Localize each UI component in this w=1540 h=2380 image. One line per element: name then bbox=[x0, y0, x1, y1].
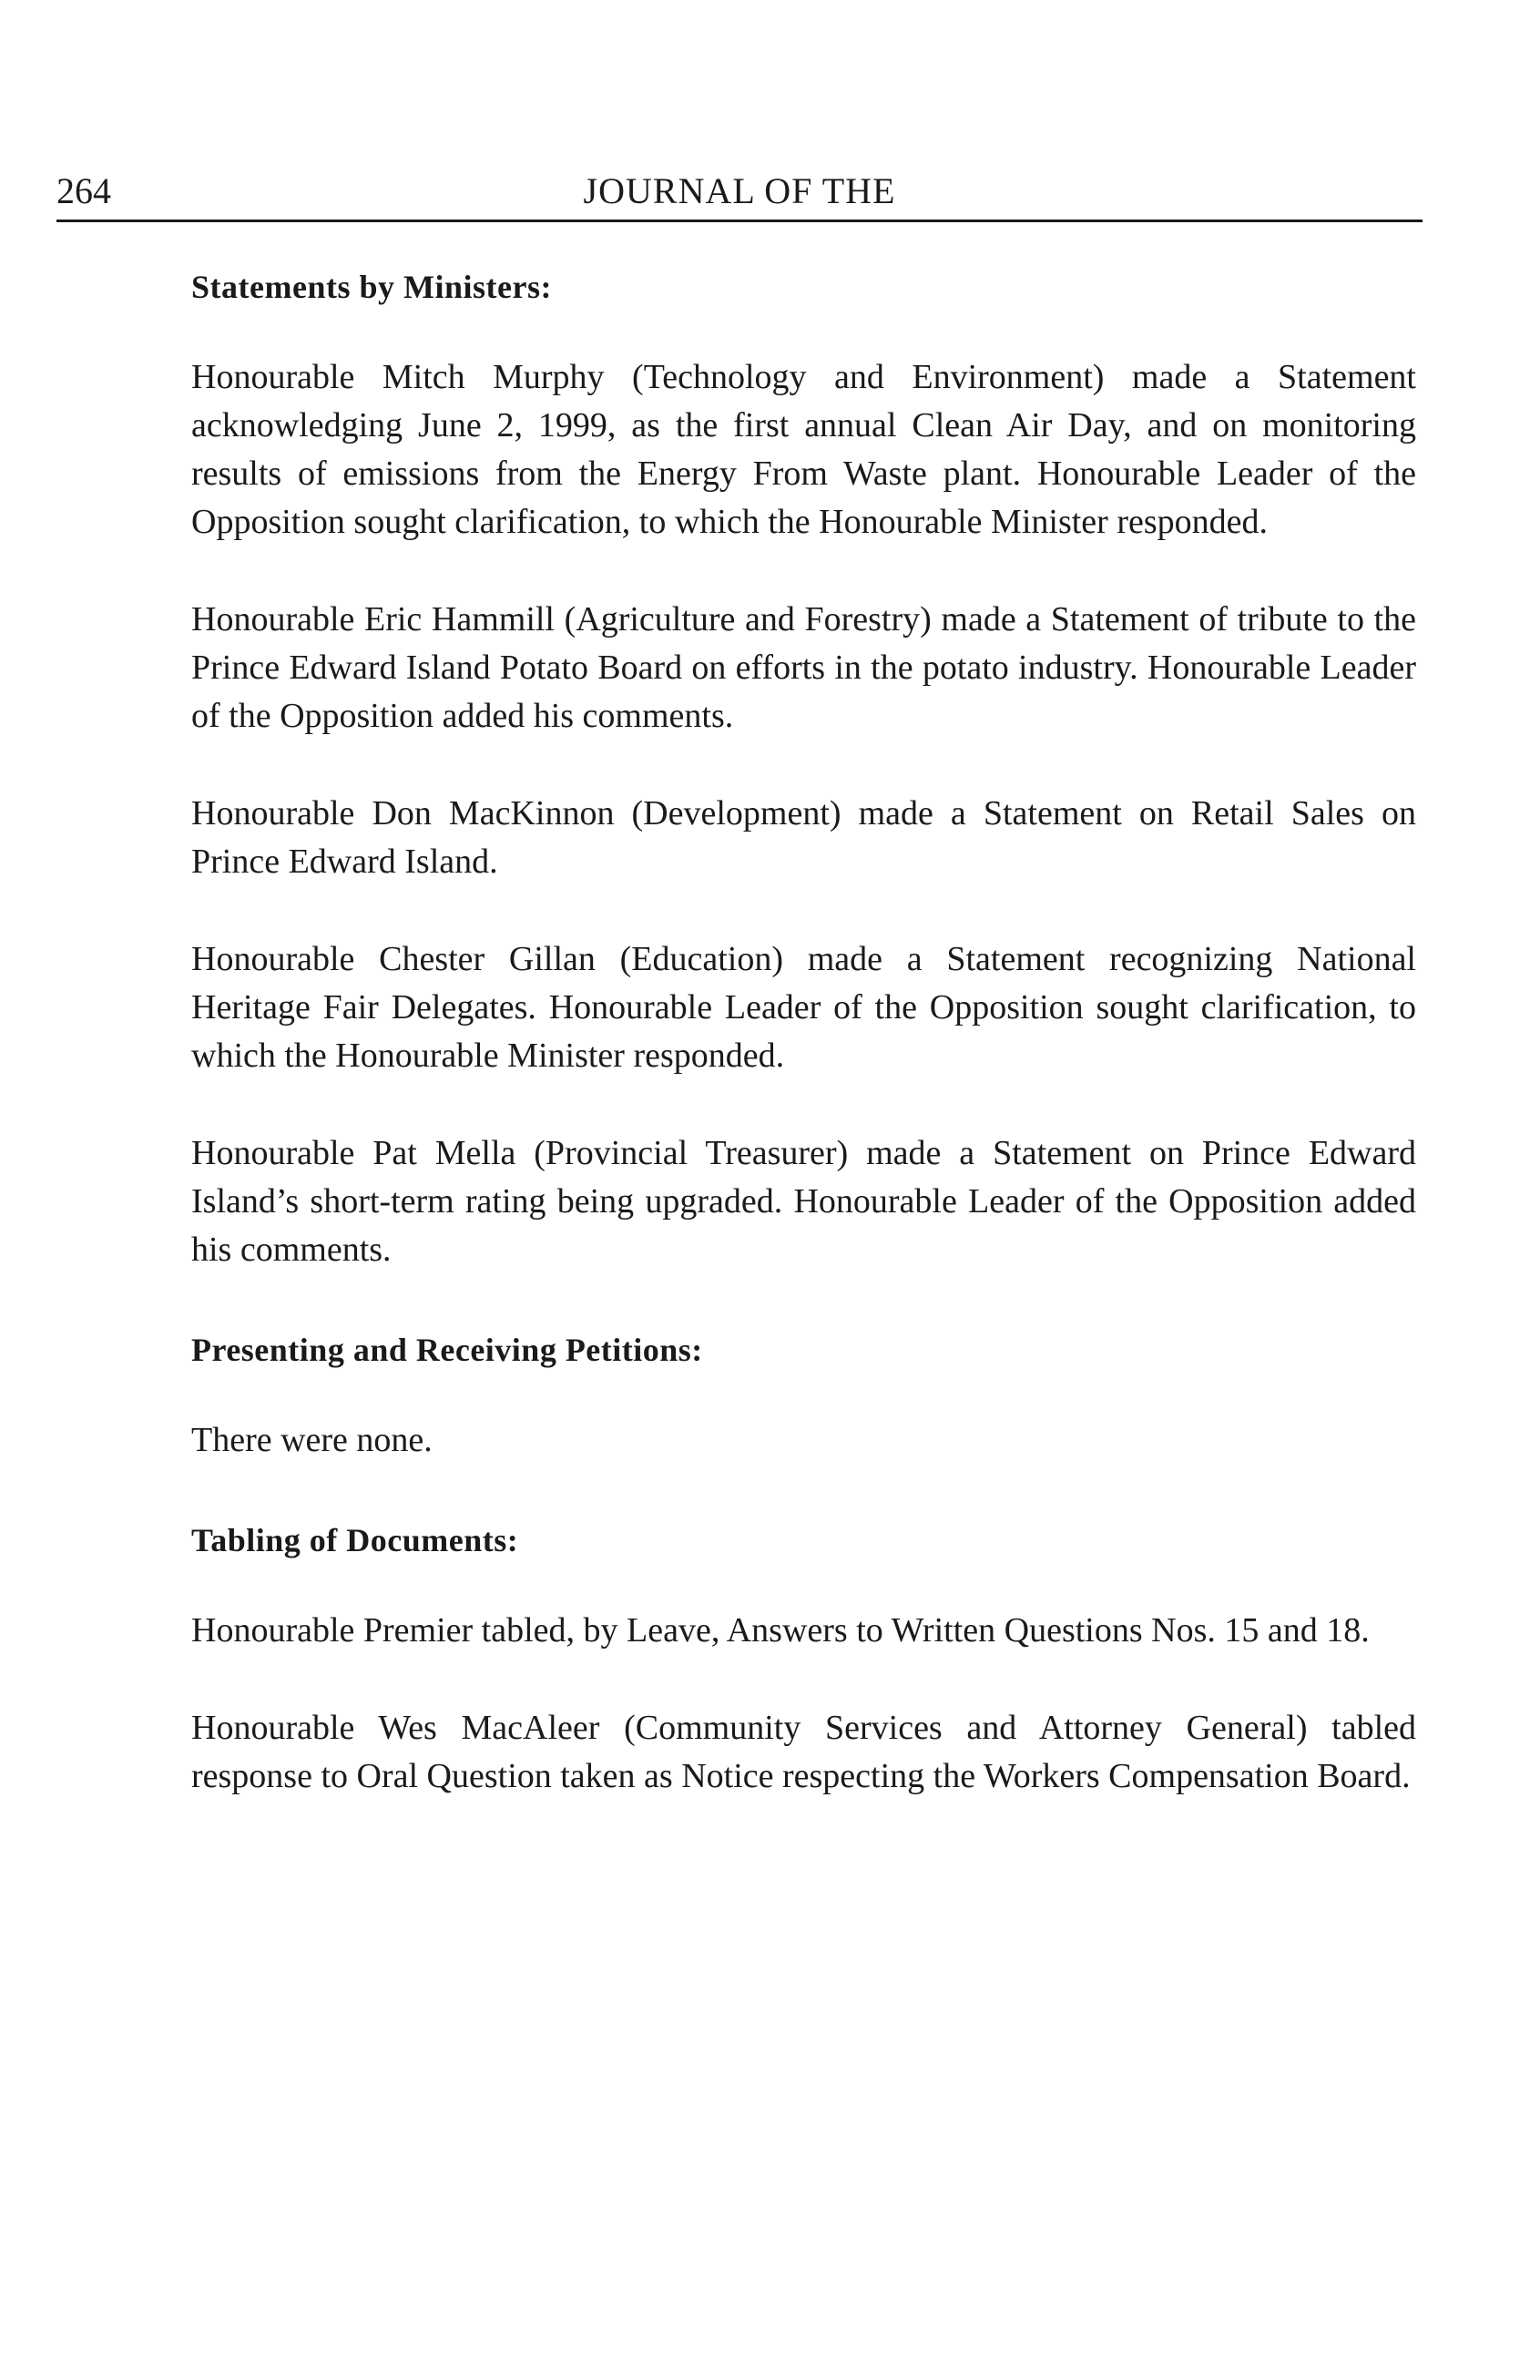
statements-by-ministers-section bbox=[191, 264, 1416, 1274]
paragraph: Honourable Pat Mella (Provincial Treasurer) made a Statement on Prince Edward Island’s short-term rating being upgraded. Honourable Leader of the Opposition added his comments. bbox=[191, 1134, 1416, 1269]
paragraph: Honourable Premier tabled, by Leave, Answers to Written Questions Nos. 15 and 18. bbox=[191, 1611, 1370, 1650]
tabling-of-documents-section bbox=[191, 1517, 1416, 1801]
journal-content bbox=[191, 264, 1416, 1850]
section-heading: Presenting and Receiving Petitions: bbox=[191, 1332, 703, 1368]
running-head bbox=[56, 169, 1423, 222]
paragraph: There were none. bbox=[191, 1421, 433, 1459]
section-heading: Tabling of Documents: bbox=[191, 1522, 519, 1558]
page-number: 264 bbox=[56, 170, 111, 211]
paragraph: Honourable Chester Gillan (Education) made a Statement recognizing National Heritage Fair Delegates. Honourable Leader of the Opposition sought clarification, to which the Honourable Minister responded. bbox=[191, 940, 1416, 1075]
petitions-section bbox=[191, 1327, 1416, 1465]
journal-title: JOURNAL OF THE bbox=[583, 170, 896, 211]
section-heading: Statements by Ministers: bbox=[191, 269, 552, 305]
paragraph: Honourable Mitch Murphy (Technology and Environment) made a Statement acknowledging June 2, 1999, as the first annual Clean Air Day, and on monitoring results of emissions from the Energy From Waste plant. Honourable Leader of the Opposition sought clarification, to which the Honourable Minister responded. bbox=[191, 358, 1416, 541]
paragraph: Honourable Eric Hammill (Agriculture and Forestry) made a Statement of tribute to the Prince Edward Island Potato Board on efforts in the potato industry. Honourable Leader of the Opposition added his comments. bbox=[191, 600, 1416, 735]
paragraph: Honourable Don MacKinnon (Development) made a Statement on Retail Sales on Prince Edward Island. bbox=[191, 794, 1416, 881]
paragraph: Honourable Wes MacAleer (Community Services and Attorney General) tabled response to Oral Question taken as Notice respecting the Workers Compensation Board. bbox=[191, 1709, 1416, 1795]
